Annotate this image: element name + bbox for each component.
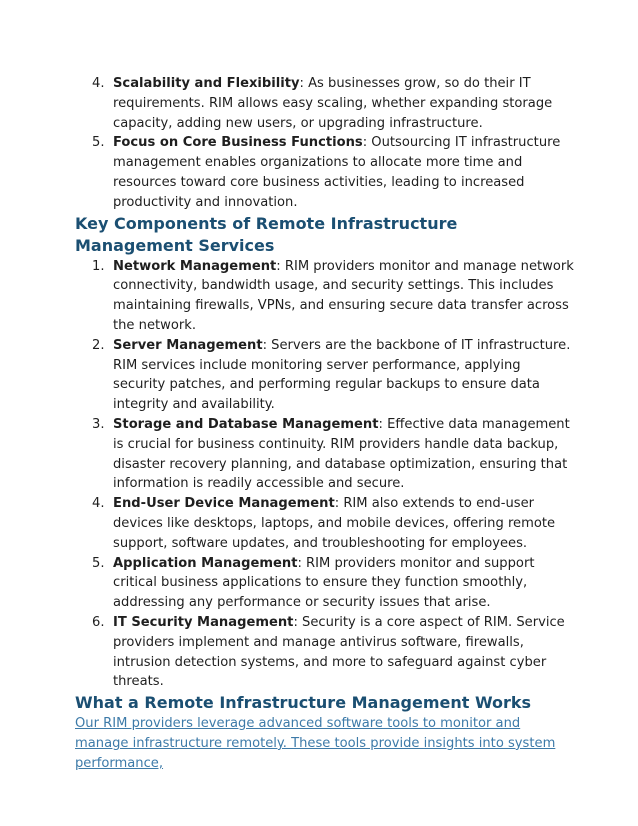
rim-tools-link[interactable]: Our RIM providers leverage advanced software tools to monitor and manage infrastructure remotely. These tools provide insights into system performance, bbox=[75, 716, 556, 771]
list-item-text: : Servers are the backbone of IT infrastructure. RIM services include monitoring server performance, applying security patches, and performing regular backups to ensure data integrity and availability. bbox=[113, 337, 571, 413]
list-number: 5. bbox=[92, 135, 105, 151]
list-item-text: : Security is a core aspect of RIM. Service providers implement and manage antivirus software, firewalls, intrusion detection systems, and more to safeguard against cyber threats. bbox=[113, 614, 565, 690]
list-number: 3. bbox=[92, 416, 105, 432]
list-item bbox=[75, 257, 575, 336]
list-item-title: End-User Device Management bbox=[113, 496, 335, 512]
list-item-title: Network Management bbox=[113, 258, 277, 274]
section-heading-key-components: Key Components of Remote Infrastructure Management Services bbox=[75, 213, 458, 255]
list-number: 6. bbox=[92, 614, 105, 630]
list-item-text: : Effective data management is crucial for business continuity. RIM providers handle data backup, disaster recovery planning, and database optimization, ensuring that information is readily accessible and secure. bbox=[113, 416, 570, 492]
list-item bbox=[75, 336, 575, 415]
section-heading-how-it-works: What a Remote Infrastructure Management Works bbox=[75, 693, 532, 713]
list-item bbox=[75, 415, 575, 494]
list-item-text: : Outsourcing IT infrastructure management enables organizations to allocate more time and resources toward core business activities, leading to increased productivity and innovation. bbox=[113, 135, 561, 210]
list-item-text: : RIM also extends to end-user devices like desktops, laptops, and mobile devices, offering remote support, software updates, and troubleshooting for employees. bbox=[113, 496, 556, 551]
list-number: 5. bbox=[92, 555, 105, 571]
list-item bbox=[75, 554, 575, 613]
list-item-text: : As businesses grow, so do their IT requirements. RIM allows easy scaling, whether expanding storage capacity, adding new users, or upgrading infrastructure. bbox=[113, 76, 553, 131]
list-item-title: Storage and Database Management bbox=[113, 416, 379, 432]
list-item-title: Server Management bbox=[113, 337, 263, 353]
list-number: 4. bbox=[92, 76, 105, 91]
list-item bbox=[75, 74, 575, 133]
list-item-title: Focus on Core Business Functions bbox=[113, 135, 363, 151]
benefits-list bbox=[75, 74, 575, 213]
list-item bbox=[75, 494, 575, 553]
list-item bbox=[75, 133, 575, 212]
list-item-title: IT Security Management bbox=[113, 614, 294, 630]
list-item-title: Application Management bbox=[113, 555, 298, 571]
document-content bbox=[75, 74, 575, 774]
list-number: 4. bbox=[92, 496, 105, 512]
list-number: 1. bbox=[92, 258, 105, 274]
link-paragraph bbox=[75, 714, 575, 773]
components-list bbox=[75, 257, 575, 693]
list-item-title: Scalability and Flexibility bbox=[113, 76, 300, 91]
list-item-text: : RIM providers monitor and manage network connectivity, bandwidth usage, and security settings. This includes maintaining firewalls, VPNs, and ensuring secure data transfer across the network. bbox=[113, 258, 574, 333]
list-item bbox=[75, 613, 575, 692]
list-number: 2. bbox=[92, 337, 105, 353]
list-item-text: : RIM providers monitor and support critical business applications to ensure they function smoothly, addressing any performance or security issues that arise. bbox=[113, 555, 535, 611]
